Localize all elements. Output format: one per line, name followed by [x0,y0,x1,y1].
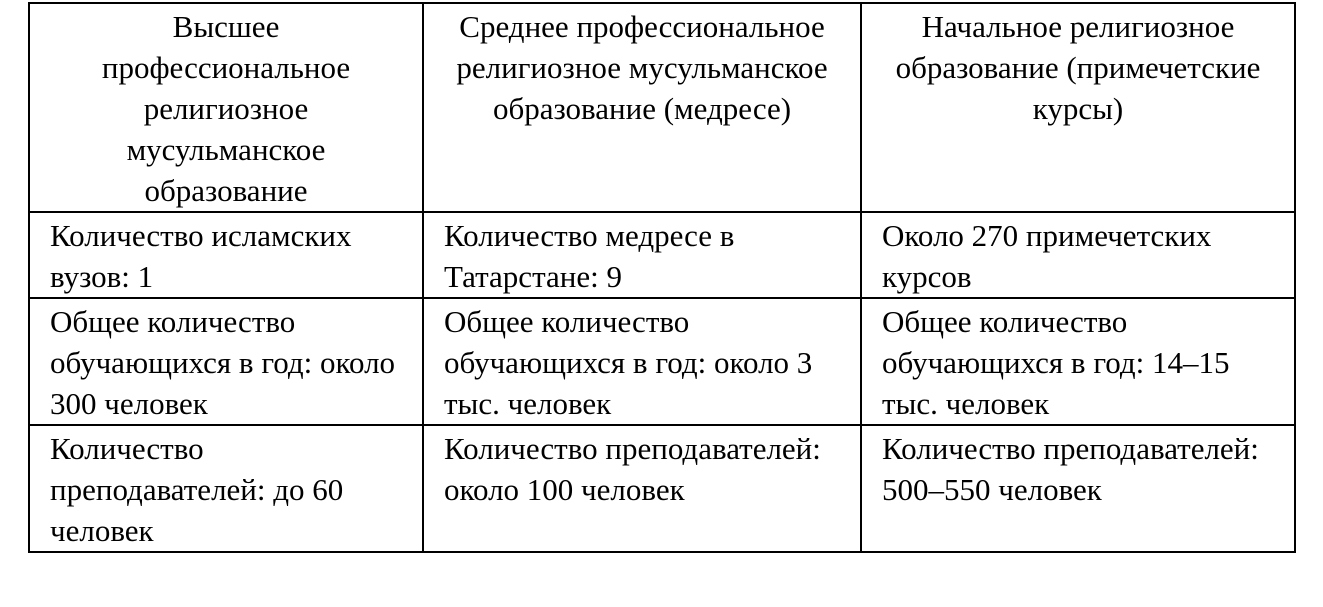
cell-primary-teachers: Количество преподавателей: 500–550 человек [861,425,1295,552]
cell-higher-teachers: Количество преподавателей: до 60 человек [29,425,423,552]
header-secondary-education: Среднее профессиональное религиозное мусульманское образование (медресе) [423,3,861,212]
table-row [29,212,1295,298]
cell-universities-count: Количество исламских вузов: 1 [29,212,423,298]
header-higher-education: Высшее профессиональное религиозное мусульманское образование [29,3,423,212]
cell-madrasah-count: Количество медресе в Татарстане: 9 [423,212,861,298]
cell-secondary-students: Общее количество обучающихся в год: около 3 тыс. человек [423,298,861,425]
header-row [29,3,1295,212]
table-row [29,425,1295,552]
cell-primary-students: Общее количество обучающихся в год: 14–15 тыс. человек [861,298,1295,425]
cell-courses-count: Около 270 примечетских курсов [861,212,1295,298]
cell-higher-students: Общее количество обучающихся в год: около 300 человек [29,298,423,425]
cell-secondary-teachers: Количество преподавателей: около 100 человек [423,425,861,552]
table-row [29,298,1295,425]
header-primary-education: Начальное религиозное образование (примечетские курсы) [861,3,1295,212]
education-table [28,2,1296,553]
